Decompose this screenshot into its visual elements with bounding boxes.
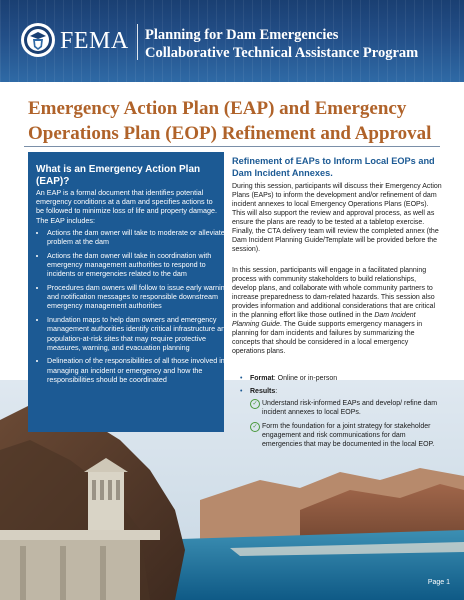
page-title xyxy=(28,96,448,146)
guide-title: Dam Incident Planning Guide xyxy=(232,312,416,328)
fema-logo-text: FEMA xyxy=(60,28,129,54)
results-list xyxy=(250,399,440,449)
session-details-list xyxy=(240,374,440,454)
dhs-seal-icon xyxy=(20,22,56,58)
checkmark-icon: ✓ xyxy=(250,399,260,409)
sidebar-heading: What is an Emergency Action Plan (EAP)? xyxy=(36,164,201,187)
paragraph-session-overview: During this session, participants will discuss their Emergency Action Plans (EAPs) to inform the development and/or refinement of dam incident annexes to local Emergency Operations Plans (EOPs). This will also support the review and approval process, as well as ensure the plans are ready to be tested at a tabletop exercise. Finally, the CTA delivery team will review the completed annex (the Dam Incident Planning Guide/Template will be provided before the session). xyxy=(232,183,442,253)
result-text: Understand risk-informed EAPs and develop/ refine dam incident annexes to local EOPs. xyxy=(262,400,438,416)
format-label: Format xyxy=(250,375,274,382)
list-item: • Actions the dam owner will take in coordination with emergency management authorities to respond to incidents or emergencies related to the dam xyxy=(47,251,231,279)
page-title-line2: Operations Plan (EOP) Refinement and Approval xyxy=(28,123,432,144)
format-item xyxy=(240,374,440,383)
paragraph-text: . The Guide supports emergency managers in planning for dam incidents and failures by summarizing the concepts that should be considered in a local emergency operations plans. xyxy=(232,321,423,355)
results-label: Results xyxy=(250,388,276,395)
format-value: : Online or in-person xyxy=(273,375,338,382)
checkmark-icon: ✓ xyxy=(250,422,260,432)
program-title xyxy=(145,26,418,62)
list-item: • Delineation of the responsibilities of all those involved in managing an incident or emergency and how the responsibilities should be coordinated xyxy=(47,356,231,384)
results-colon: : xyxy=(275,388,278,395)
program-title-line2: Collaborative Technical Assistance Program xyxy=(145,45,419,61)
list-item: • Procedures dam owners will follow to issue early warning and notification messages to responsible downstream emergency management authorities xyxy=(47,283,231,311)
result-item xyxy=(250,422,440,449)
page-title-line1: Emergency Action Plan (EAP) and Emergency xyxy=(28,98,407,119)
list-item: • Actions the dam owner will take to moderate or alleviate a problem at the dam xyxy=(47,228,231,246)
page-number: Page 1 xyxy=(427,579,450,586)
sidebar-intro: An EAP is a formal document that identifies potential emergency conditions at a dam and specifies actions to be followed to minimize loss of life and property damage. The EAP includes: xyxy=(36,188,217,225)
header-banner xyxy=(0,0,464,82)
paragraph-planning-process xyxy=(232,266,442,356)
title-divider xyxy=(24,146,440,147)
eap-includes-list xyxy=(36,228,231,389)
result-item xyxy=(250,399,440,417)
paragraph-text: In this session, participants will engage in a facilitated planning process with community stakeholders to build relationships, develop plans, and collaborate with whole community partners to increase preparedness to dam-related hazards. This session also provides information and additional considerations that are critical in the planning effort like those outlined in the xyxy=(232,267,436,319)
list-item: • Inundation maps to help dam owners and emergency management authorities identify critical infrastructure and population-at-risk sites that may require protective measures, warning, and evacuation planning xyxy=(47,315,231,352)
eap-definition-sidebar xyxy=(28,152,231,432)
program-title-line1: Planning for Dam Emergencies xyxy=(145,27,339,43)
section-heading: Refinement of EAPs to Inform Local EOPs and Dam Incident Annexes. xyxy=(232,156,435,178)
header-divider xyxy=(137,24,138,60)
result-text: Form the foundation for a joint strategy for stakeholder engagement and risk communications for dam emergencies that may be documented in the local EOP. xyxy=(262,423,435,448)
results-item xyxy=(240,387,440,449)
